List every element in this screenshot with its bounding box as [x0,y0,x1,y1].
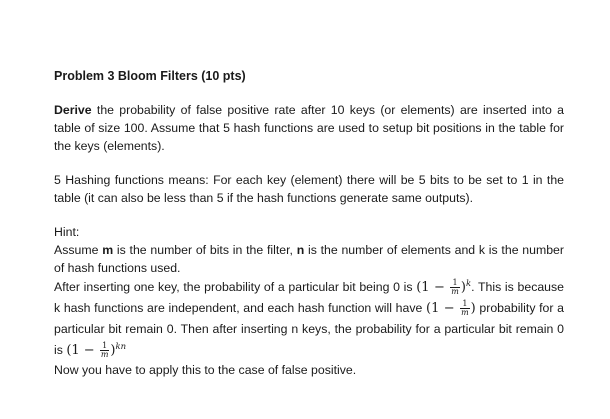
problem-title: Problem 3 Bloom Filters (10 pts) [54,69,246,83]
document-page [54,67,564,379]
hint-assume-paragraph: Assume m is the number of bits in the filter, n is the number of elements and k is the number of hash functions used. [54,243,564,275]
formula-n-keys: (1 − $\frac{1}{m}$ )$^{kn}$ [66,341,127,359]
intro-text: the probability of false positive rate after 10 keys (or elements) are inserted into a table of size 100. Assume that 5 hash functions are used to setup bit positions in the table for the keys (elements). [54,103,564,153]
formula-bit-zero: (1 − $\frac{1}{m}$ ) [426,299,476,317]
var-m: m [102,243,114,257]
intro-paragraph [54,101,564,155]
hash-note-paragraph: 5 Hashing functions means: For each key (element) there will be 5 bits to be set to 1 in the table (it can also be less than 5 if the hash functions generate same outputs). [54,173,564,205]
intro-bold-word: Derive [54,103,92,117]
formula-one-key: (1 − $\frac{1}{m}$ )$^k$ [416,278,472,296]
var-n: n [296,243,305,257]
hint-label: Hint: [54,225,80,239]
hint-final-line: Now you have to apply this to the case of false positive. [54,363,357,377]
hint-derivation-paragraph: After inserting one key, the probability of a particular bit being 0 is (1 − $\frac{1}{m}$ )$^k$. This is because k hash functions are independent, and each hash function will have (1 − $\frac{1}{m}$ ) probability for a particular bit remain 0. Then after inserting n keys, the probability for a particular bit remain 0 is (1 − $\frac{1}{m}$ )$^{kn}$ [54,278,565,359]
